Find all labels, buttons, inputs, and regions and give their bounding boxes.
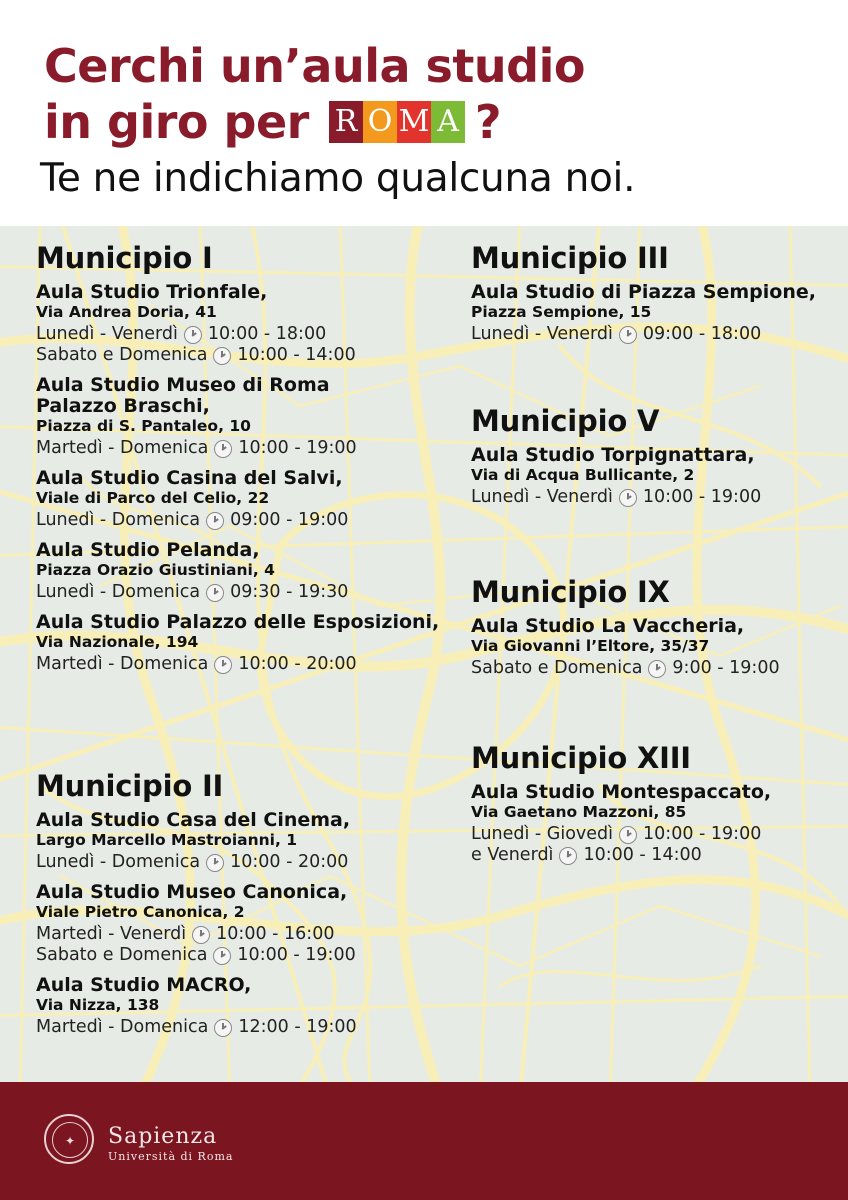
opening-hours [471, 824, 771, 845]
study-room-name: Aula Studio Trionfale, [36, 281, 268, 303]
opening-hours [36, 510, 439, 531]
opening-hours [471, 658, 780, 679]
hours-days: Sabato e Domenica [36, 345, 208, 365]
hours-days: Martedì - Domenica [36, 654, 209, 674]
opening-hours [471, 324, 816, 345]
hours-days: Lunedì - Giovedì [471, 824, 614, 844]
hours-days: e Venerdì [471, 845, 554, 865]
study-room-address: Via Nazionale, 194 [36, 633, 199, 651]
municipio-section [471, 740, 771, 875]
clock-icon [214, 1019, 232, 1037]
clock-icon [213, 947, 231, 965]
study-room-name: Aula Studio Torpignattara, [471, 444, 755, 466]
municipio-title: Municipio I [36, 241, 213, 275]
headline-line-2 [44, 94, 501, 150]
hours-time: 09:30 - 19:30 [230, 582, 349, 602]
municipio-title: Municipio II [36, 769, 224, 803]
opening-hours [471, 487, 761, 508]
study-room-entry [471, 782, 771, 866]
study-room-address: Via Nizza, 138 [36, 996, 160, 1014]
municipio-section [36, 240, 439, 684]
study-room-name: Aula Studio Museo Canonica, [36, 881, 348, 903]
clock-icon [184, 326, 202, 344]
hours-time: 10:00 - 16:00 [216, 924, 335, 944]
municipio-title: Municipio IX [471, 575, 670, 609]
hours-days: Martedì - Venerdì [36, 924, 187, 944]
clock-icon [192, 926, 210, 944]
hours-days: Lunedì - Domenica [36, 510, 201, 530]
clock-icon [206, 512, 224, 530]
study-room-entry [36, 882, 357, 966]
roma-logo [329, 101, 465, 143]
hours-days: Lunedì - Venerdì [36, 324, 178, 344]
study-room-address: Largo Marcello Mastroianni, 1 [36, 831, 298, 849]
opening-hours [471, 845, 771, 866]
headline-suffix: ? [474, 95, 502, 149]
hours-time: 10:00 - 18:00 [207, 324, 327, 344]
hours-days: Lunedì - Venerdì [471, 324, 613, 344]
clock-icon [213, 347, 231, 365]
study-room-address: Via Andrea Doria, 41 [36, 303, 217, 321]
municipio-section [471, 574, 780, 688]
study-room-entry [36, 975, 357, 1038]
clock-icon [619, 826, 637, 844]
study-room-name: Aula Studio Casa del Cinema, [36, 809, 351, 831]
hours-time: 10:00 - 19:00 [643, 824, 762, 844]
sapienza-seal-icon [44, 1114, 94, 1164]
opening-hours [36, 1017, 357, 1038]
study-room-address: Via Giovanni l’Eltore, 35/37 [471, 637, 710, 655]
brand-name: Sapienza [108, 1124, 218, 1149]
opening-hours [36, 438, 439, 459]
roma-letter-m: M [397, 101, 431, 143]
opening-hours [36, 324, 439, 345]
study-room-entry [36, 282, 439, 366]
clock-icon [648, 660, 666, 678]
clock-icon [214, 440, 232, 458]
hours-time: 10:00 - 20:00 [238, 654, 357, 674]
opening-hours [36, 945, 357, 966]
study-room-address: Piazza di S. Pantaleo, 10 [36, 417, 251, 435]
opening-hours [36, 582, 439, 603]
study-room-address: Piazza Sempione, 15 [471, 303, 652, 321]
hours-days: Lunedì - Domenica [36, 582, 201, 602]
study-room-name-cont: Palazzo Braschi, [36, 395, 210, 417]
hours-time: 09:00 - 18:00 [642, 324, 762, 344]
headline-line-1: Cerchi un’aula studio [44, 39, 585, 93]
study-room-name: Aula Studio Museo di Roma [36, 374, 330, 396]
clock-icon [559, 847, 577, 865]
study-room-address: Viale Pietro Canonica, 2 [36, 903, 245, 921]
seal-emblem: ✦ [64, 1134, 76, 1148]
study-room-entry [471, 282, 816, 345]
study-room-entry [471, 616, 780, 679]
headline-prefix: in giro per [44, 95, 309, 149]
study-room-address: Via di Acqua Bullicante, 2 [471, 466, 695, 484]
roma-letter-o: O [363, 101, 397, 143]
study-room-address: Via Gaetano Mazzoni, 85 [471, 803, 687, 821]
municipio-title: Municipio III [471, 241, 669, 275]
study-room-entry [471, 445, 761, 508]
study-room-entry [36, 468, 439, 531]
hours-time: 10:00 - 14:00 [583, 845, 702, 865]
study-room-name: Aula Studio Montespaccato, [471, 781, 772, 803]
study-room-address: Viale di Parco del Celio, 22 [36, 489, 270, 507]
opening-hours [36, 654, 439, 675]
hours-days: Martedì - Domenica [36, 438, 209, 458]
municipio-section [471, 240, 816, 354]
hours-days: Sabato e Domenica [471, 658, 643, 678]
roma-letter-a: A [431, 101, 465, 143]
hours-time: 10:00 - 19:00 [238, 438, 357, 458]
opening-hours [36, 345, 439, 366]
hours-days: Sabato e Domenica [36, 945, 208, 965]
hours-days: Lunedì - Venerdì [471, 487, 613, 507]
hours-time: 10:00 - 20:00 [230, 852, 349, 872]
clock-icon [619, 326, 637, 344]
study-room-name: Aula Studio Palazzo delle Esposizioni, [36, 611, 440, 633]
listing-content [0, 226, 848, 1082]
hours-time: 9:00 - 19:00 [672, 658, 780, 678]
hours-time: 09:00 - 19:00 [230, 510, 349, 530]
clock-icon [214, 656, 232, 674]
study-room-entry [36, 810, 357, 873]
municipio-section [36, 768, 357, 1047]
municipio-title: Municipio V [471, 404, 660, 438]
hours-time: 10:00 - 19:00 [237, 945, 356, 965]
hours-days: Martedì - Domenica [36, 1017, 209, 1037]
study-room-name: Aula Studio Pelanda, [36, 539, 260, 561]
hours-time: 12:00 - 19:00 [238, 1017, 357, 1037]
study-room-name: Aula Studio La Vaccheria, [471, 615, 745, 637]
study-room-name: Aula Studio Casina del Salvi, [36, 467, 343, 489]
clock-icon [206, 854, 224, 872]
opening-hours [36, 924, 357, 945]
municipio-section [471, 403, 761, 517]
subline: Te ne indichiamo qualcuna noi. [40, 156, 636, 201]
hours-days: Lunedì - Domenica [36, 852, 201, 872]
clock-icon [619, 489, 637, 507]
study-room-entry [36, 375, 439, 459]
hours-time: 10:00 - 19:00 [642, 487, 762, 507]
roma-letter-r: R [329, 101, 363, 143]
study-room-name: Aula Studio MACRO, [36, 974, 252, 996]
hours-time: 10:00 - 14:00 [237, 345, 356, 365]
opening-hours [36, 852, 357, 873]
university-brand [108, 1124, 233, 1164]
footer [0, 1082, 848, 1200]
brand-subtitle: Università di Roma [108, 1150, 234, 1163]
clock-icon [206, 584, 224, 602]
study-room-address: Piazza Orazio Giustiniani, 4 [36, 561, 275, 579]
municipio-title: Municipio XIII [471, 741, 691, 775]
study-room-entry [36, 612, 439, 675]
header [0, 0, 848, 226]
study-room-entry [36, 540, 439, 603]
study-room-name: Aula Studio di Piazza Sempione, [471, 281, 816, 303]
